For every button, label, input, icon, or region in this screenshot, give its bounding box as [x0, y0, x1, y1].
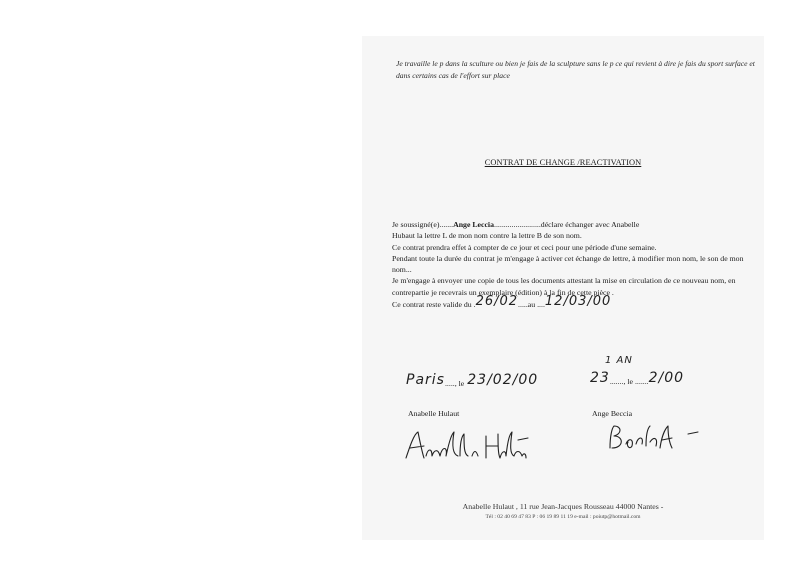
body-line-1-suffix: ........................déclare échanger avec Anabelle — [494, 220, 640, 229]
footer-contact: Tél : 02 40 69 47 83 P : 06 19 89 11 19 e-mail : poiutp@hotmail.com — [485, 514, 641, 520]
intro-text: Je travaille le p dans la sculture ou bien je fais de la sculpture sans le p ce qui revient à dire je fais du sport surface et dans certains cas de l'effort sur place — [396, 59, 755, 80]
validity-middle: au — [527, 300, 536, 309]
body-line-1 — [392, 219, 758, 230]
validity-to-handwritten: 12/03/00 — [544, 294, 612, 309]
body-line-3: Ce contrat prendra effet à compter de ce jour et ceci pour une période d'une semaine. — [392, 242, 657, 252]
validity-line: Ce contrat reste valide du . 26/02 ..... au .... 12/03/00 — [392, 294, 612, 309]
left-signature — [402, 428, 532, 464]
body-line-4: Pendant toute la durée du contrat je m'engage à activer cet échange de lettre, à modifier mon nom, le son de mon nom... — [392, 253, 744, 275]
right-place-date: 23 ....... , le ....... 2/00 — [590, 370, 685, 386]
body-line-2: Hubaut la lettre L de mon nom contre la lettre B de son nom. — [392, 231, 582, 241]
body-line-1-prefix: Je soussigné(e)....... — [392, 220, 454, 229]
right-signature — [606, 422, 706, 452]
left-date-handwritten: 23/02/00 — [467, 372, 539, 388]
left-place-date: Paris ..... , le 23/02/00 — [406, 372, 539, 388]
document-page — [362, 36, 764, 540]
validity-from-handwritten: 26/02 — [475, 294, 519, 309]
right-le-label: , le — [623, 377, 634, 386]
body-line-5: Je m'engage à envoyer une copie de tous les documents attestant la mise en circulation de ce nouveau nom, en contrepartie je recevrais un exemplaire (édition) à la fin de cette pièce . — [392, 276, 736, 297]
right-signatory-name: Ange Beccia — [592, 409, 633, 418]
left-le-label: , le — [454, 379, 465, 388]
footer-address: Anabelle Hulaut , 11 rue Jean-Jacques Rousseau 44000 Nantes - — [462, 502, 664, 511]
right-place-handwritten: 23 — [590, 370, 610, 386]
contract-body — [392, 219, 758, 298]
left-place-handwritten: Paris — [406, 372, 445, 388]
contract-title: CONTRAT DE CHANGE /REACTIVATION — [484, 158, 642, 167]
signer-name: Ange Leccia — [453, 220, 495, 229]
left-signatory-name: Anabelle Hulaut — [408, 409, 460, 418]
right-date-handwritten: 2/00 — [648, 370, 685, 386]
validity-prefix: Ce contrat reste valide du — [392, 300, 472, 309]
right-annotation-handwritten: 1 AN — [605, 355, 633, 366]
